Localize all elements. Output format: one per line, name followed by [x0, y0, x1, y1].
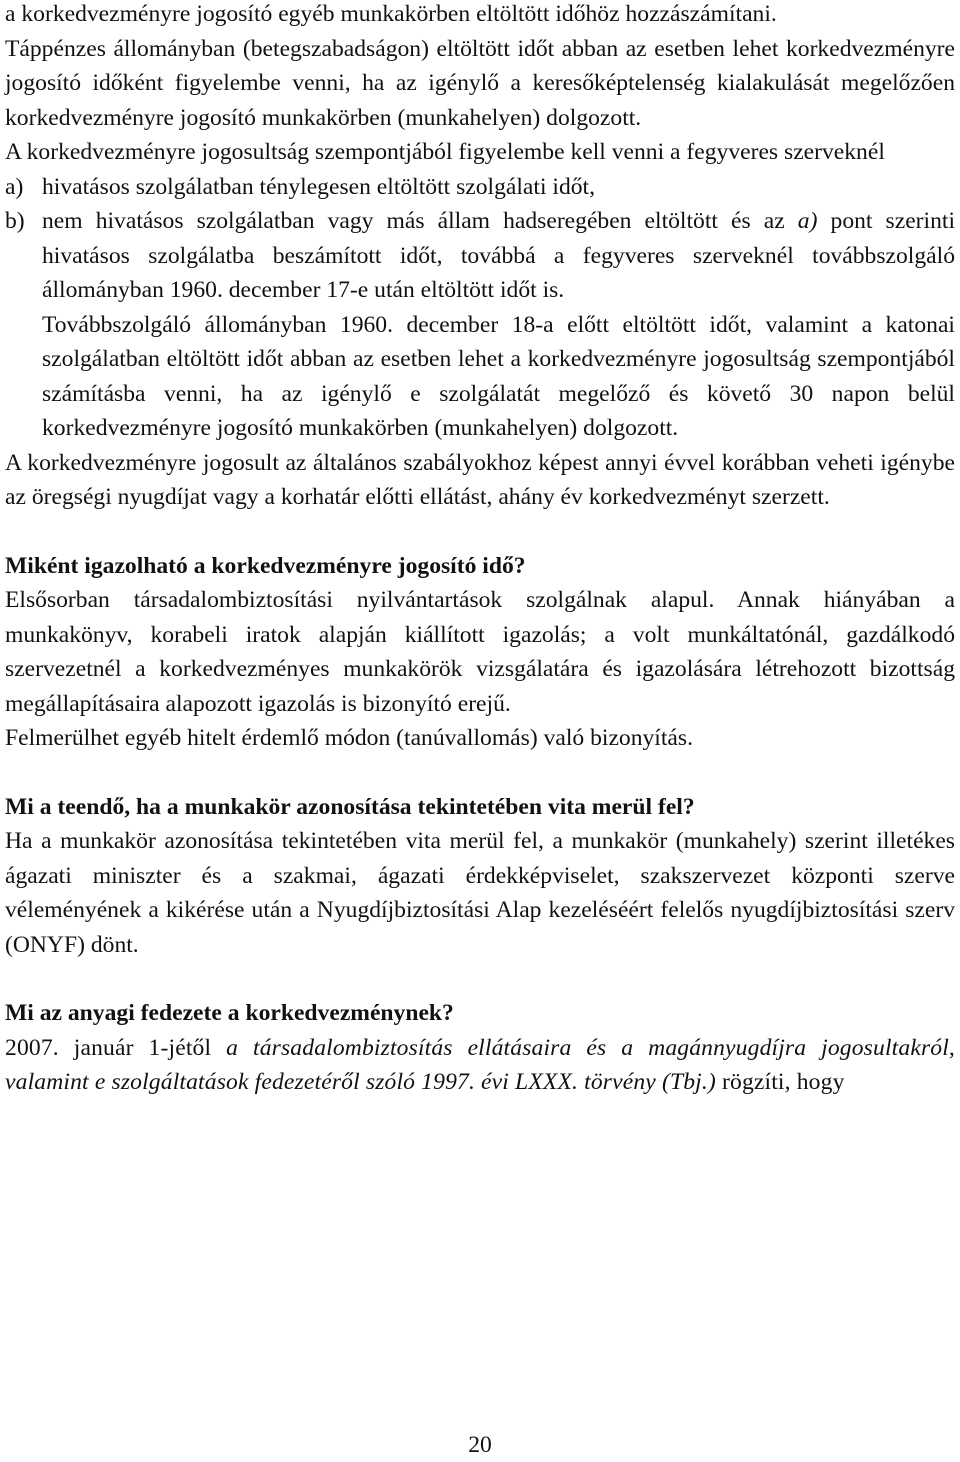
list-text-b-part-1: nem hivatásos szolgálatban vagy más állam hadseregében eltöltött és az: [42, 208, 798, 234]
section-body-proof-2: Felmerülhet egyéb hitelt érdemlő módon (tanúvallomás) való bizonyítás.: [5, 725, 693, 751]
section-body-funding-tail: rögzíti, hogy: [715, 1069, 845, 1095]
paragraph-continuation: a korkedvezményre jogosító egyéb munkakörben eltöltött időhöz hozzászámítani.: [5, 1, 777, 27]
page-number: 20: [468, 1432, 492, 1458]
section-heading-dispute: Mi a teendő, ha a munkakör azonosítása tekintetében vita merül fel?: [5, 793, 695, 820]
section-heading-funding: Mi az anyagi fedezete a korkedvezménynek?: [5, 1000, 454, 1026]
section-body-dispute: Ha a munkakör azonosítása tekintetében vita merül fel, a munkakör (munkahely) szerint illetékes ágazati miniszter és a szakmai, ágazati érdekképviselet, szakszervezet központi szerve véleményének a kikérése után a Nyugdíjbiztosítási Alap kezeléséért felelős nyugdíjbiztosítási szerv (ONYF) dönt.: [5, 828, 955, 958]
list-text-a: hivatásos szolgálatban ténylegesen eltöltött szolgálati időt,: [42, 173, 596, 200]
list-marker-b: b): [5, 208, 25, 234]
section-body-funding-date: 2007. január 1-jétől: [5, 1034, 227, 1061]
list-text-b-part-2: pont szerinti hivatásos szolgálatba beszámított időt, továbbá a fegyveres szerveknél továbbszolgáló állományban 1960. december 17-e után eltöltött időt is.: [42, 208, 955, 303]
paragraph-continued-service: Továbbszolgáló állományban 1960. december 18-a előtt eltöltött időt, valamint a katonai szolgálatban eltöltött időt abban az esetben lehet a korkedvezményre jogosultság szempontjából számításba venni, ha az igénylő e szolgálatát megelőző és követő 30 napon belül korkedvezményre jogosító munkakörben (munkahelyen) dolgozott.: [42, 311, 955, 441]
paragraph-sick-leave: Táppénzes állományban (betegszabadságon) eltöltött időt abban az esetben lehet korkedvezményre jogosító időként figyelembe venni, ha az igénylő a keresőképtelenség kialakulását megelőzően korkedvezményre jogosító munkakörben (munkahelyen) dolgozott.: [5, 35, 955, 131]
section-body-funding-law-title: a társadalombiztosítás ellátásaira és a magánnyugdíjra jogosultakról, valamint e szolgáltatások fedezetéről szóló 1997. évi LXXX. törvény (Tbj.): [5, 1034, 955, 1095]
section-body-proof-1: Elsősorban társadalombiztosítási nyilvántartások szolgálnak alapul. Annak hiányában a munkakönyv, korabeli iratok alapján kiállított igazolás; a volt munkáltatónál, gazdálkodó szervezetnél a korkedvezményes munkakörök vizsgálatára és igazolására létrehozott bizottság megállapításaira alapozott igazolás is bizonyító erejű.: [5, 587, 955, 717]
paragraph-armed-forces-intro: A korkedvezményre jogosultság szempontjából figyelembe kell venni a fegyveres szerveknél: [5, 139, 885, 165]
section-heading-proof: Miként igazolható a korkedvezményre jogosító idő?: [5, 552, 526, 579]
list-text-b: [42, 204, 955, 308]
list-item-a: [5, 170, 955, 205]
list-item-b: [5, 204, 955, 308]
paragraph-earlier-retirement: A korkedvezményre jogosult az általános szabályokhoz képest annyi évvel korábban veheti igénybe az öregségi nyugdíjat vagy a korhatár előtti ellátást, ahány év korkedvezményt szerzett.: [5, 449, 955, 510]
list-text-b-reference: a): [797, 208, 818, 234]
section-body-funding: [5, 1031, 955, 1100]
list-marker-a: a): [5, 173, 24, 200]
